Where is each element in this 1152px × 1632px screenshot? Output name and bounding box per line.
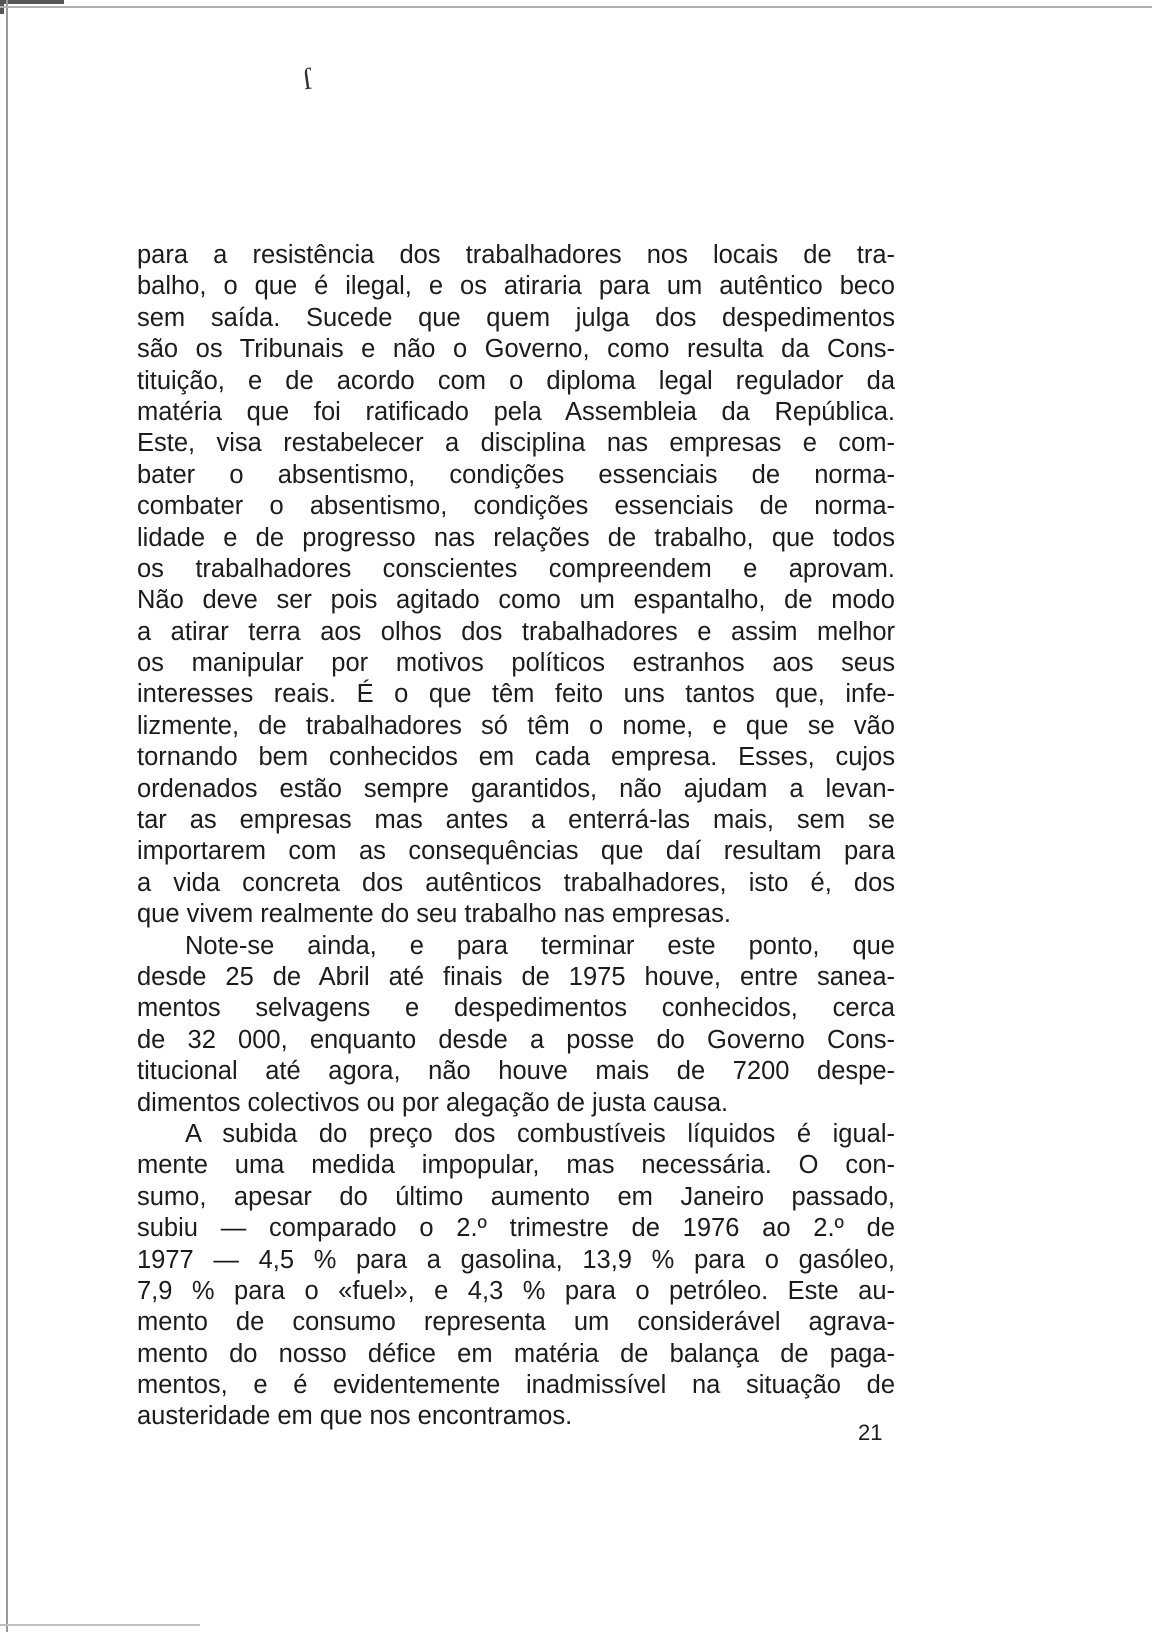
text-line: dimentos colectivos ou por alegação de justa causa.: [137, 1088, 729, 1117]
text-line: subiu — comparado o 2.º trimestre de 1976 ao 2.º de: [137, 1214, 895, 1243]
text-line: 1977 — 4,5 % para a gasolina, 13,9 % para o gasóleo,: [137, 1245, 895, 1274]
text-line: a vida concreta dos autênticos trabalhadores, isto é, dos: [137, 868, 895, 897]
stray-pen-mark: ſ: [300, 62, 314, 97]
text-line: ordenados estão sempre garantidos, não ajudam a levan-: [137, 774, 895, 803]
page-number: 21: [858, 1420, 883, 1445]
text-line: Este, visa restabelecer a disciplina nas empresas e com-: [137, 429, 895, 458]
text-line: Note-se ainda, e para terminar este ponto, que: [185, 931, 895, 960]
text-line: matéria que foi ratificado pela Assembleia da República.: [137, 397, 895, 426]
text-line: importarem com as consequências que daí resultam para: [137, 837, 895, 866]
text-line: austeridade em que nos encontramos.: [137, 1402, 573, 1431]
text-line: titucional até agora, não houve mais de 7200 despe-: [137, 1057, 895, 1086]
text-line: os trabalhadores conscientes compreendem e aprovam.: [137, 554, 895, 583]
text-line: tornando bem conhecidos em cada empresa. Esses, cujos: [137, 743, 895, 772]
text-line: mentos, e é evidentemente inadmissível na situação de: [137, 1371, 895, 1400]
text-line: balho, o que é ilegal, e os atiraria para um autêntico beco: [137, 272, 895, 301]
scan-edge-bottom: [0, 1624, 200, 1626]
text-line: lizmente, de trabalhadores só têm o nome, e que se vão: [137, 711, 895, 740]
text-line: bater o absentismo, condições essenciais de norma-: [137, 460, 895, 489]
text-line: tar as empresas mas antes a enterrá-las mais, sem se: [137, 806, 895, 835]
text-line: Não deve ser pois agitado como um espantalho, de modo: [137, 586, 895, 615]
scan-edge-top: [0, 6, 1152, 8]
text-line: interesses reais. É o que têm feito uns tantos que, infe-: [137, 680, 895, 709]
text-line: lidade e de progresso nas relações de trabalho, que todos: [137, 523, 895, 552]
text-line: desde 25 de Abril até finais de 1975 houve, entre sanea-: [137, 962, 895, 991]
text-line: mento de consumo representa um considerável agrava-: [137, 1308, 895, 1337]
text-line: A subida do preço dos combustíveis líquidos é igual-: [185, 1119, 895, 1148]
text-line: para a resistência dos trabalhadores nos locais de tra-: [137, 241, 895, 269]
body-text: [137, 240, 895, 1433]
text-line: mento do nosso défice em matéria de balança de paga-: [137, 1339, 895, 1368]
text-line: sem saída. Sucede que quem julga dos despedimentos: [137, 303, 895, 332]
text-line: são os Tribunais e não o Governo, como resulta da Cons-: [137, 335, 895, 364]
text-line: mente uma medida impopular, mas necessária. O con-: [137, 1151, 895, 1180]
text-line: a atirar terra aos olhos dos trabalhadores e assim melhor: [137, 617, 895, 646]
text-line: os manipular por motivos políticos estranhos aos seus: [137, 649, 895, 678]
text-line: 7,9 % para o «fuel», e 4,3 % para o petróleo. Este au-: [137, 1276, 895, 1305]
text-line: de 32 000, enquanto desde a posse do Governo Cons-: [137, 1025, 895, 1054]
text-line: combater o absentismo, condições essenciais de norma-: [137, 492, 895, 521]
text-line: mentos selvagens e despedimentos conhecidos, cerca: [137, 994, 895, 1023]
text-line: tituição, e de acordo com o diploma legal regulador da: [137, 366, 895, 395]
text-line: sumo, apesar do último aumento em Janeiro passado,: [137, 1182, 895, 1211]
scan-edge-left: [6, 0, 8, 1632]
text-line: que vivem realmente do seu trabalho nas empresas.: [137, 900, 731, 929]
